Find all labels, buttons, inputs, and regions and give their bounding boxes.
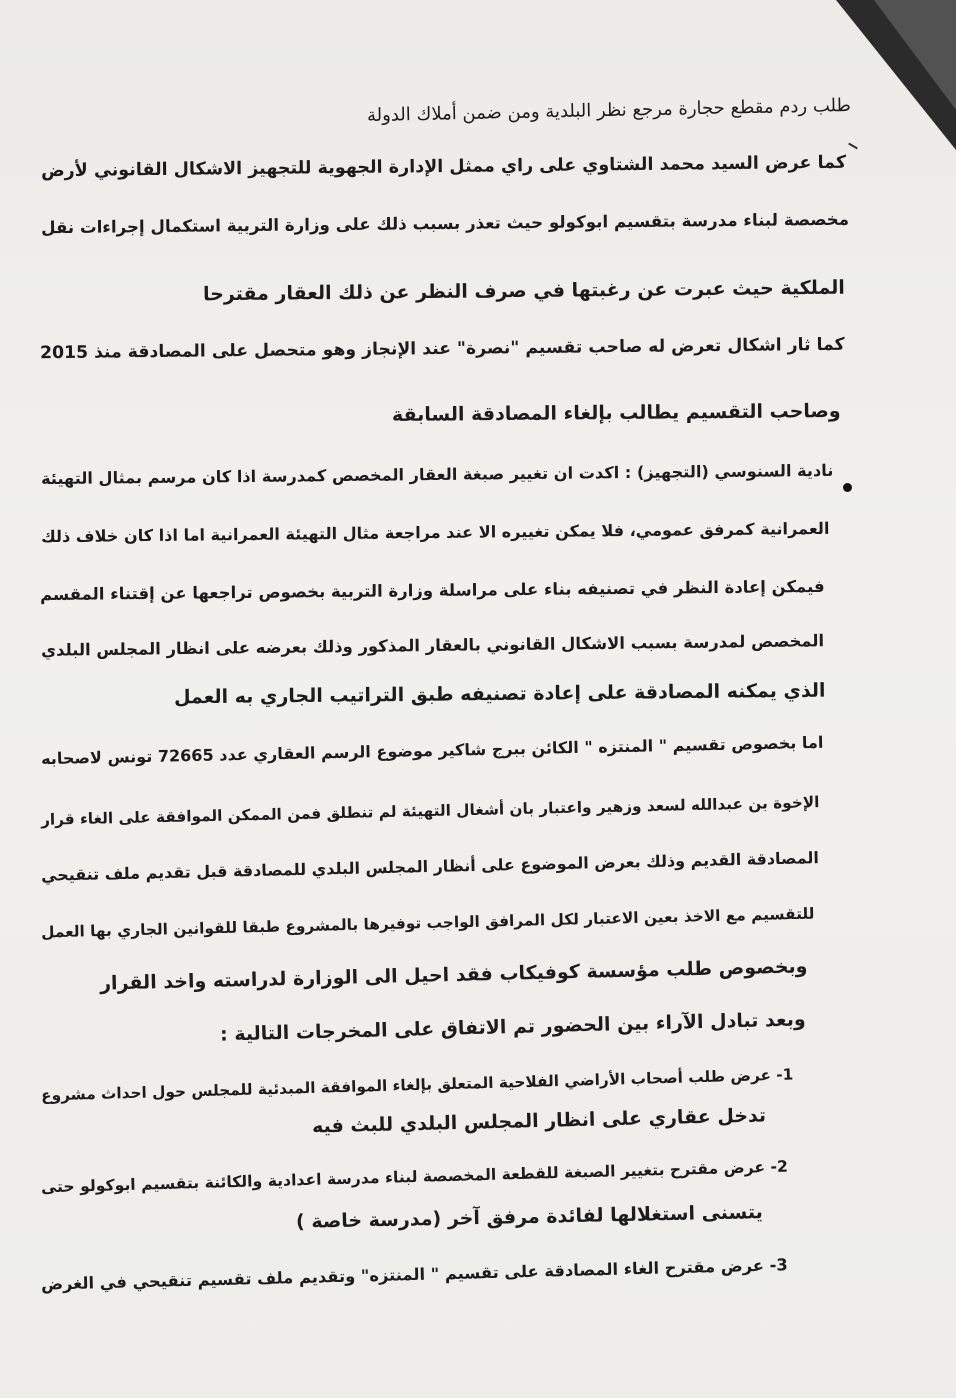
document-line: نادية السنوسي (التجهيز) : اكدت ان تغيير صبغة العقار المخصص كمدرسة اذا كان مرسم بمثال التهيئة [40,460,834,489]
document-line: وبعد تبادل الآراء بين الحضور تم الاتفاق على المخرجات التالية : [220,1008,807,1046]
numbered-item: 2- عرض مقترح بتغيير الصبغة للقطعة المخصصة لبناء مدرسة اعدادية والكائنة بتقسيم ابوكولو حتى [40,1156,789,1197]
document-line: طلب ردم مقطع حجارة مرجع نظر البلدية ومن ضمن أملاك الدولة [366,94,852,127]
page-corner-fold [874,0,956,110]
document-line: مخصصة لبناء مدرسة بتقسيم ابوكولو حيث تعذر بسبب ذلك على وزارة التربية استكمال إجراءات نقل [40,209,850,238]
document-line: العمرانية كمرفق عمومي، فلا يمكن تغييره الا عند مراجعة مثال التهيئة العمرانية اما اذا كان خلاف ذلك [40,518,830,547]
document-line: المخصص لمدرسة بسبب الاشكال القانوني بالعقار المذكور وذلك بعرضه على انظار المجلس البلدي [40,631,825,660]
list-bullet [843,483,852,492]
numbered-item: 3- عرض مقترح الغاء المصادقة على تقسيم " المنتزه" وتقديم ملف تقسيم تنقيحي في الغرض [41,1255,789,1294]
numbered-item-continuation: تدخل عقاري على انظار المجلس البلدي للبث فيه [311,1104,767,1138]
document-line: الإخوة بن عبدالله لسعد وزهير واعتبار بان أشغال التهيئة لم تنطلق فمن الممكن الموافقة على الغاء قرار [40,793,820,829]
document-line: وصاحب التقسيم يطالب بإلغاء المصادقة السابقة [392,400,842,426]
document-line: المصادقة القديم وذلك بعرض الموضوع على أنظار المجلس البلدي للمصادقة قبل تقديم ملف تنقيحي [40,848,820,885]
document-line: الملكية حيث عبرت عن رغبتها في صرف النظر عن ذلك العقار مقترحا [203,276,846,306]
document-line: وبخصوص طلب مؤسسة كوفيكاب فقد احيل الى الوزارة لدراسته واخد القرار [100,955,809,995]
document-line: للتقسيم مع الاخذ بعين الاعتبار لكل المرافق الواجب توفيرها بالمشروع طبقا للقوانين الجاري بها العمل [40,904,815,942]
document-line: كما ثار اشكال تعرض له صاحب تقسيم "نصرة" عند الإنجاز وهو متحصل على المصادقة منذ 2015 [40,334,846,364]
numbered-item: 1- عرض طلب أصحاب الأراضي الفلاحية المتعلق بإلغاء الموافقة المبدئية للمجلس حول احداث مشروع [40,1065,794,1105]
numbered-item-continuation: يتسنى استغلالها لفائدة مرفق آخر (مدرسة خاصة ) [295,1201,764,1233]
document-line: فيمكن إعادة النظر في تصنيفه بناء على مراسلة وزارة التربية بخصوص تراجعها عن إقتناء المقسم [40,576,826,605]
document-line: اما بخصوص تقسيم " المنتزه " الكائن ببرج شاكير موضوع الرسم العقاري عدد 72665 تونس لاصحابه [40,732,824,769]
document-line: الذي يمكنه المصادقة على إعادة تصنيفه طبق التراتيب الجاري به العمل [174,679,827,709]
document-line: كما عرض السيد محمد الشتاوي على راي ممثل الإدارة الجهوية للتجهيز الاشكال القانوني لأرض [40,152,847,182]
